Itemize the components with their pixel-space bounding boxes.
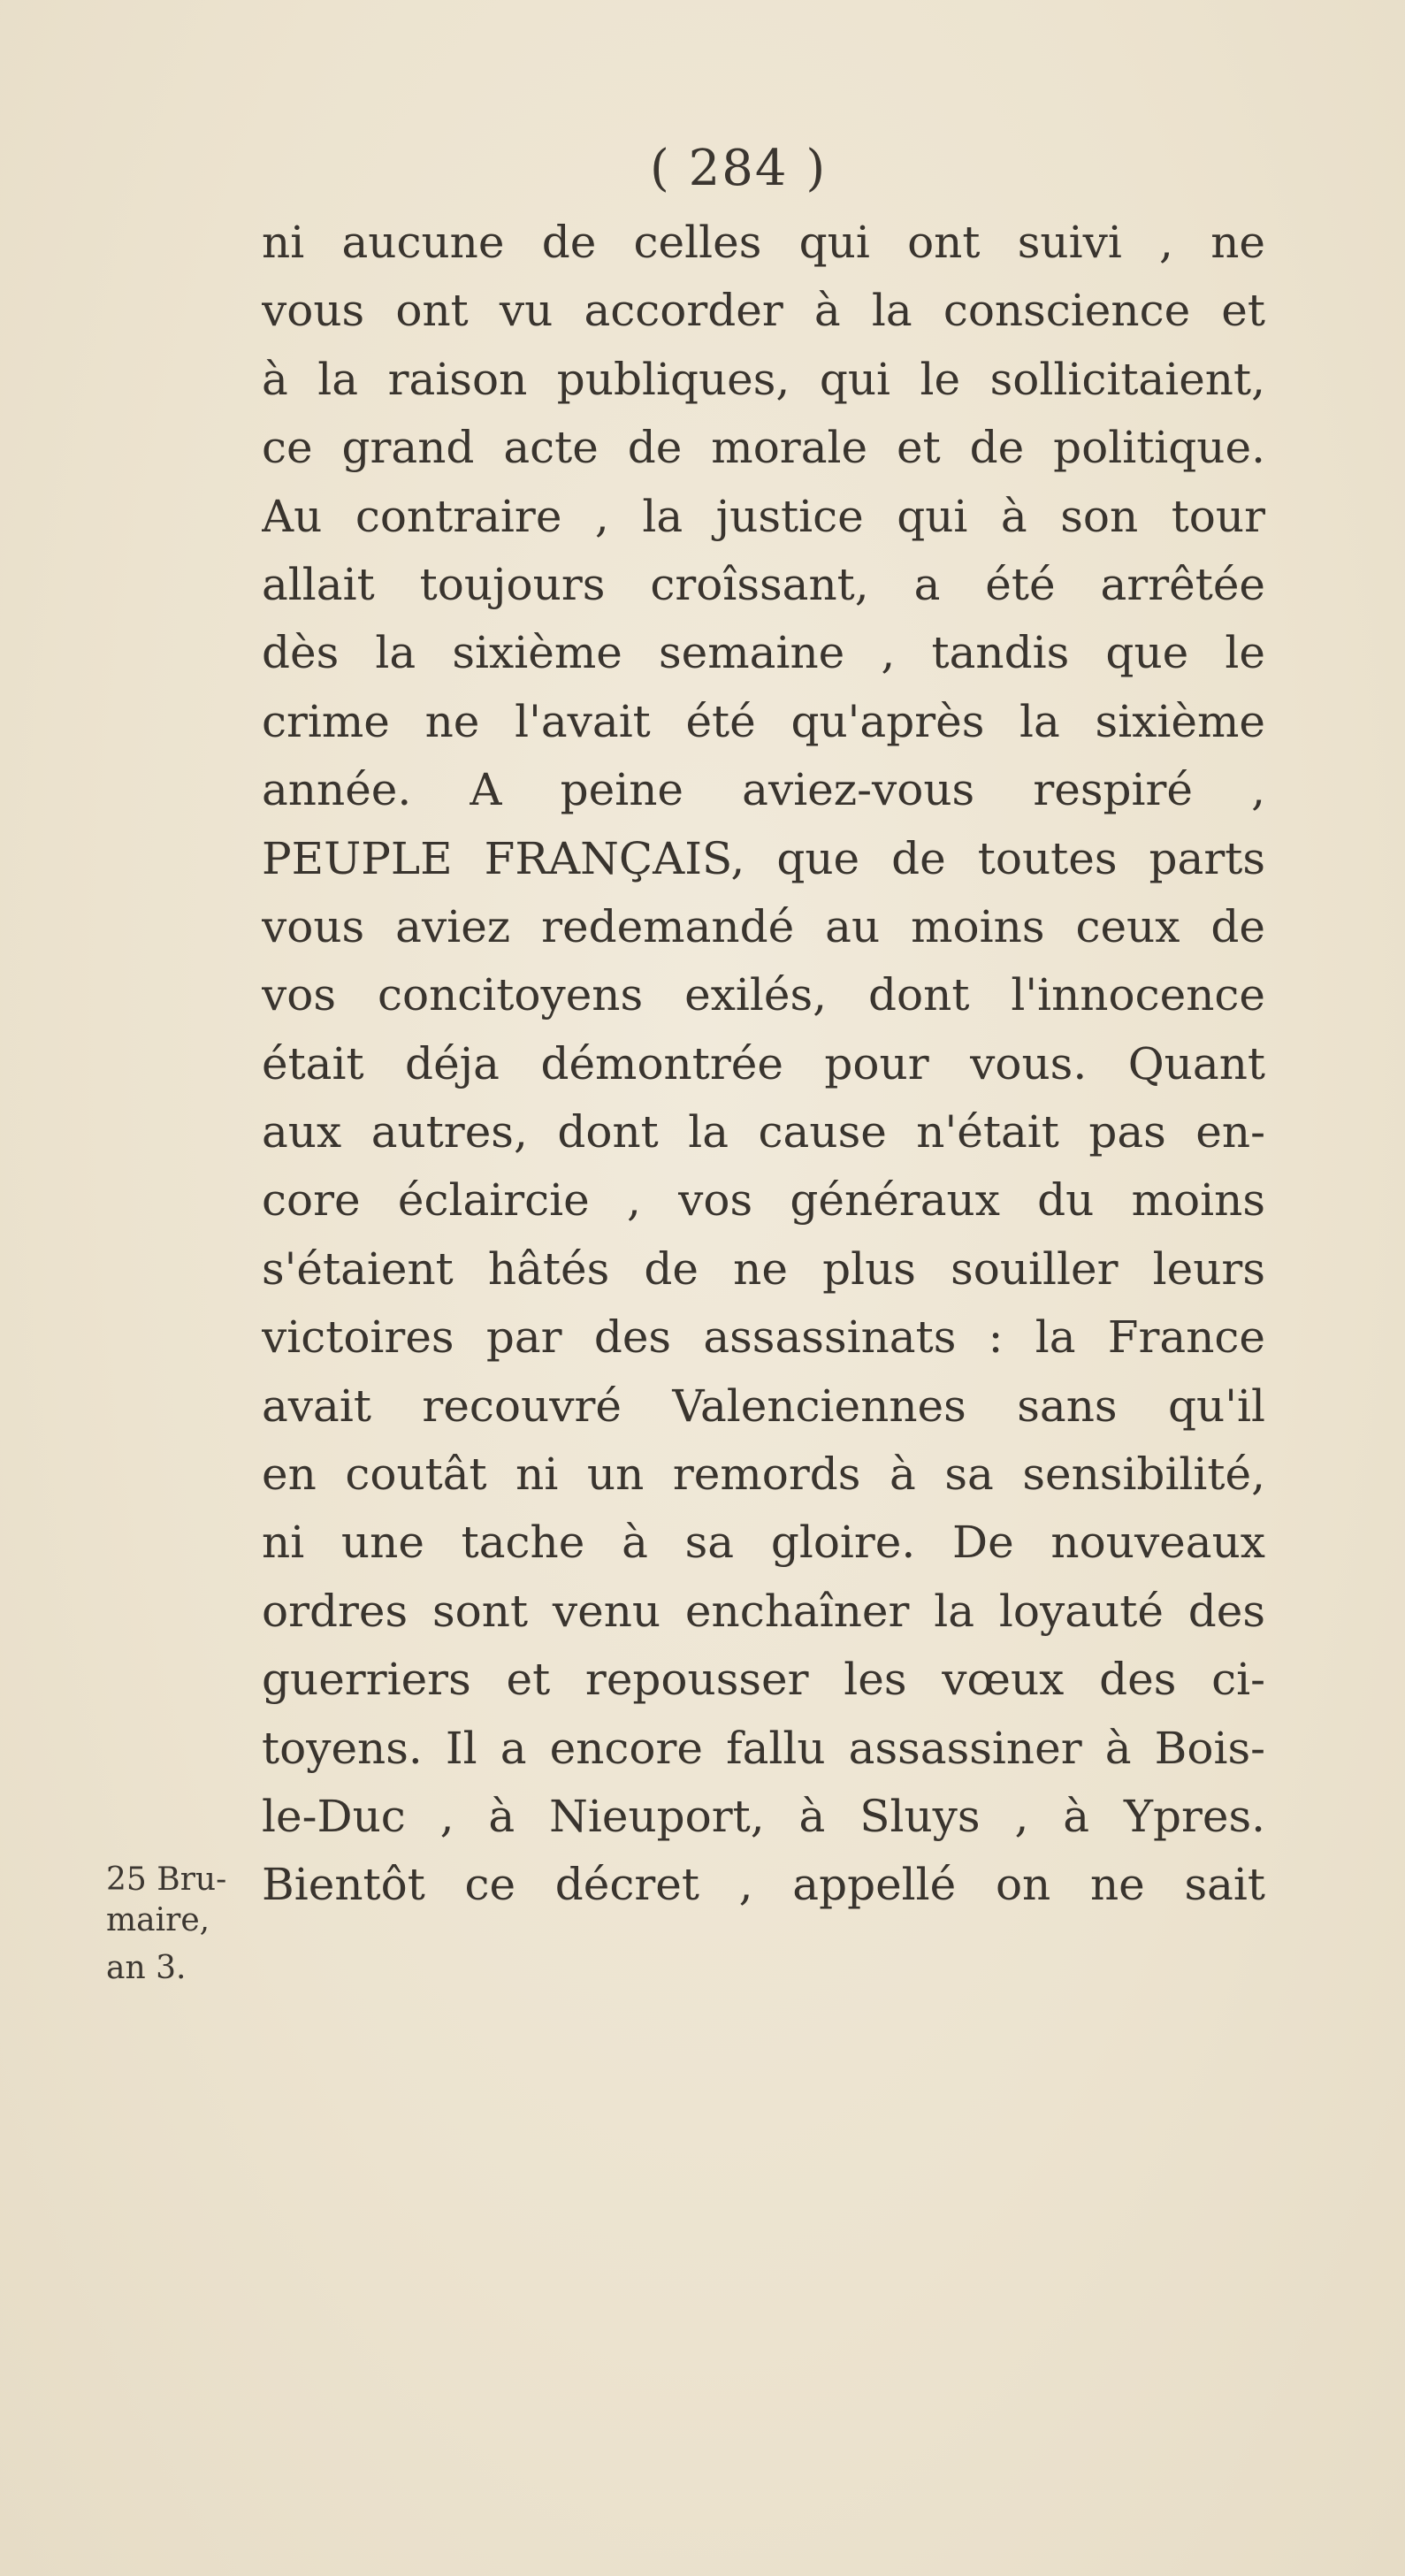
- text-line: dès la sixième semaine , tandis que le: [262, 627, 1265, 679]
- text-line: vos concitoyens exilés, dont l'innocence: [262, 969, 1265, 1021]
- text-line: victoires par des assassinats : la France: [262, 1311, 1265, 1364]
- text-line: le-Duc , à Nieuport, à Sluys , à Ypres.: [262, 1790, 1265, 1842]
- text-line: allait toujours croîssant, a été arrêtée: [262, 558, 1265, 610]
- margin-note-date: [106, 1861, 256, 1987]
- text-line: avait recouvré Valenciennes sans qu'il: [262, 1380, 1265, 1432]
- margin-note-line: an 3.: [106, 1950, 187, 1986]
- text-line: en coutât ni un remords à sa sensibilité,: [262, 1449, 1265, 1501]
- text-line: crime ne l'avait été qu'après la sixième: [262, 695, 1265, 747]
- text-line: guerriers et repousser les vœux des ci-: [262, 1654, 1265, 1706]
- margin-note-line: 25 Bru-: [106, 1861, 227, 1898]
- text-line: Bientôt ce décret , appellé on ne sait: [262, 1859, 1265, 1911]
- text-line: était déja démontrée pour vous. Quant: [262, 1037, 1265, 1089]
- text-line: aux autres, dont la cause n'était pas en-: [262, 1106, 1265, 1158]
- text-line: vous ont vu accorder à la conscience et: [262, 285, 1265, 337]
- text-line: core éclaircie , vos généraux du moins: [262, 1174, 1265, 1227]
- text-line: à la raison publiques, qui le sollicitaient,: [262, 353, 1265, 405]
- text-line: ordres sont venu enchaîner la loyauté des: [262, 1585, 1265, 1637]
- text-line: vous aviez redemandé au moins ceux de: [262, 900, 1265, 952]
- page-number: ( 284 ): [650, 140, 828, 197]
- text-line: s'étaient hâtés de ne plus souiller leurs: [262, 1242, 1265, 1295]
- text-line: Au contraire , la justice qui à son tour: [262, 490, 1265, 542]
- text-line: année. A peine aviez-vous respiré ,: [262, 764, 1265, 816]
- text-line: toyens. Il a encore fallu assassiner à Bois-: [262, 1722, 1265, 1774]
- text-line: ce grand acte de morale et de politique.: [262, 422, 1265, 474]
- text-line: ni aucune de celles qui ont suivi , ne: [262, 217, 1265, 268]
- text-line: ni une tache à sa gloire. De nouveaux: [262, 1517, 1265, 1569]
- body-text: [262, 209, 1265, 1920]
- margin-note-line: maire,: [106, 1902, 210, 1938]
- text-line: PEUPLE FRANÇAIS, que de toutes parts: [262, 832, 1265, 884]
